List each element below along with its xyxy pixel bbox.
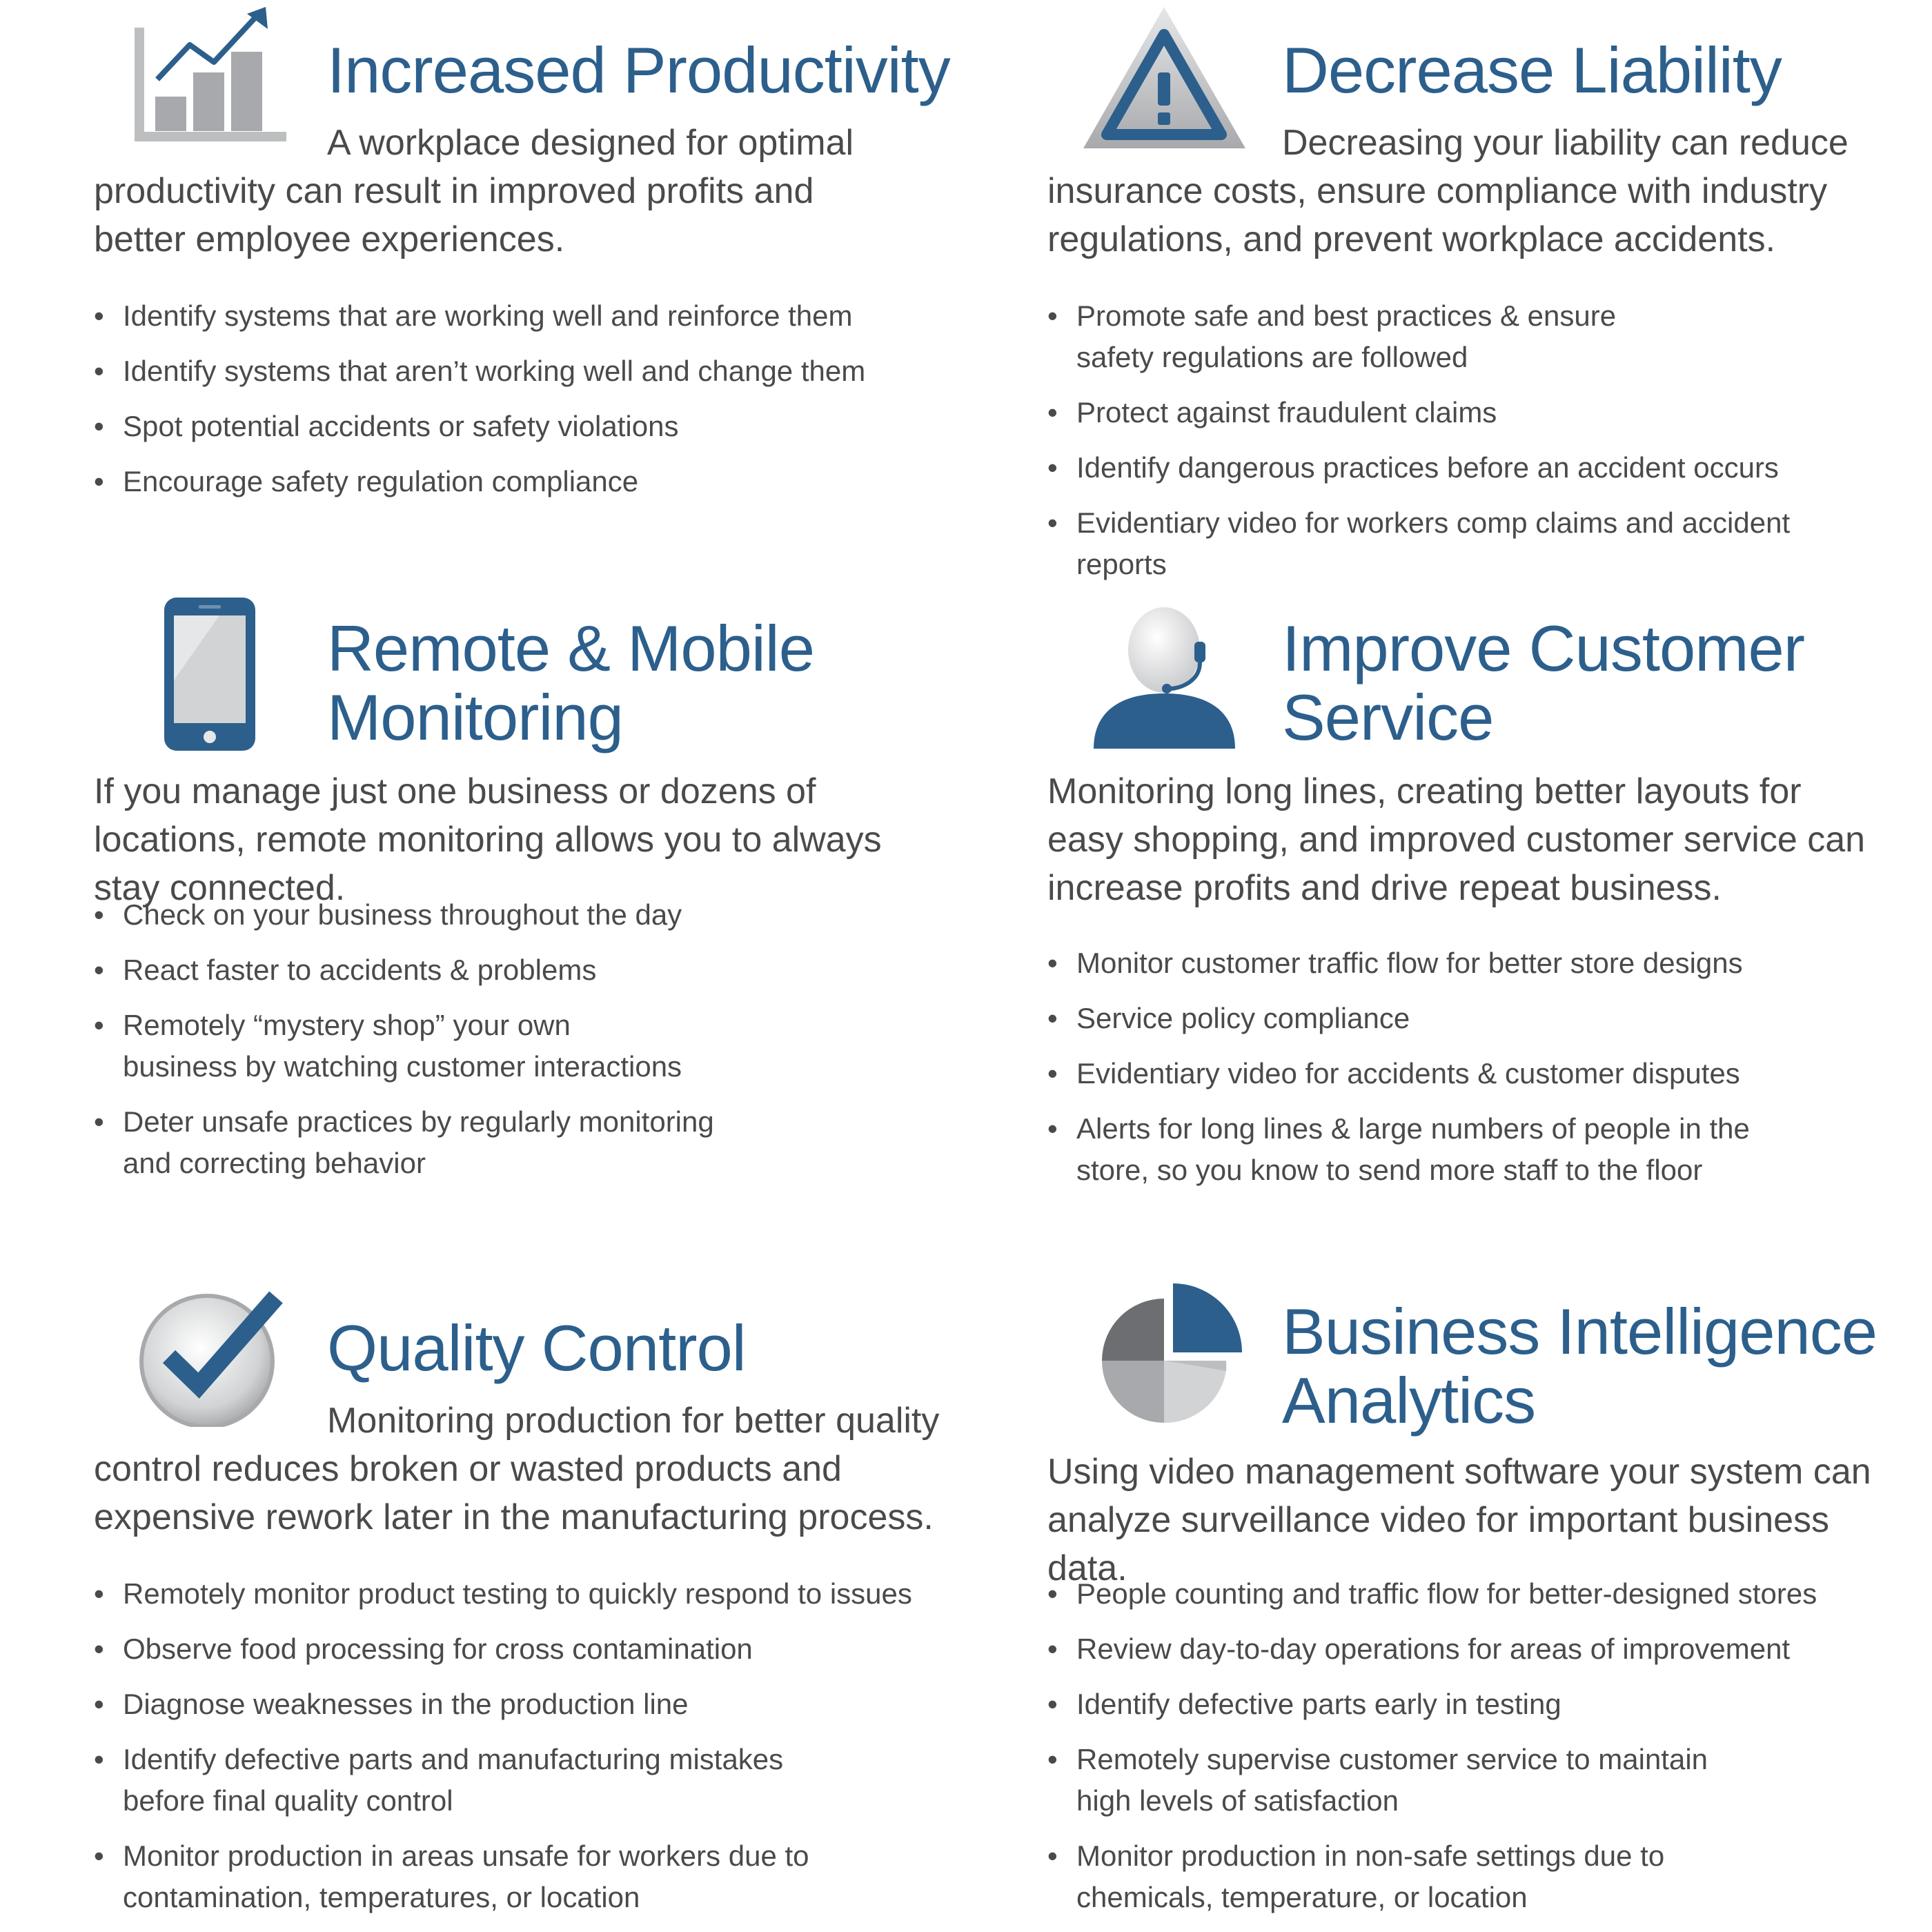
bullet-list bbox=[94, 295, 887, 516]
list-item: • Remotely supervise customer service to maintain high levels of satisfaction bbox=[1047, 1739, 1711, 1822]
bullet-list bbox=[94, 1573, 915, 1932]
list-item: • Diagnose weaknesses in the production line bbox=[94, 1684, 915, 1725]
list-item: • Alerts for long lines & large numbers of people in the store, so you know to send more staff to the floor bbox=[1047, 1108, 1815, 1191]
section-intro: Monitoring long lines, creating better layouts for easy shopping, and improved customer service can increase profits and drive repeat business. bbox=[1047, 771, 1866, 908]
list-item: • Identify dangerous practices before an accident occurs bbox=[1047, 447, 1841, 489]
list-item: • Deter unsafe practices by regularly monitoring and correcting behavior bbox=[94, 1101, 716, 1184]
section-title: Improve Customer Service bbox=[1282, 612, 1805, 753]
list-item: • Protect against fraudulent claims bbox=[1047, 392, 1841, 433]
list-item: • Evidentiary video for workers comp claims and accident reports bbox=[1047, 502, 1841, 585]
section-title: Decrease Liability bbox=[1282, 34, 1782, 106]
list-item: • Remotely monitor product testing to quickly respond to issues bbox=[94, 1573, 915, 1615]
list-item: • React faster to accidents & problems bbox=[94, 949, 887, 991]
pie-chart-icon bbox=[1097, 1283, 1242, 1428]
section-title: Remote & Mobile Monitoring bbox=[327, 612, 814, 753]
list-item: • Identify systems that aren’t working well and change them bbox=[94, 351, 887, 392]
section-intro: Using video management software your system can analyze surveillance video for important business data. bbox=[1047, 1452, 1871, 1588]
section-intro: Decreasing your liability can reduce insurance costs, ensure compliance with industry regulations, and prevent workplace accidents. bbox=[1047, 123, 1849, 259]
section-intro: A workplace designed for optimal productivity can result in improved profits and better employee experiences. bbox=[94, 123, 854, 259]
bullet-list bbox=[1047, 295, 1841, 599]
list-item: • Identify systems that are working well and reinforce them bbox=[94, 295, 887, 337]
list-item: • Review day-to-day operations for areas of improvement bbox=[1047, 1628, 1841, 1670]
list-item: • Promote safe and best practices & ensure safety regulations are followed bbox=[1047, 295, 1684, 378]
section-intro: Monitoring production for better quality control reduces broken or wasted products and expensive rework later in the manufacturing process. bbox=[94, 1401, 940, 1537]
bullet-list bbox=[94, 894, 887, 1198]
list-item: • Identify defective parts and manufacturing mistakes before final quality control bbox=[94, 1739, 868, 1822]
smartphone-icon bbox=[164, 598, 255, 751]
section-title: Quality Control bbox=[327, 1312, 746, 1384]
list-item: • Service policy compliance bbox=[1047, 998, 1841, 1039]
list-item: • Monitor production in non-safe settings due to chemicals, temperature, or location bbox=[1047, 1835, 1808, 1918]
list-item: • Check on your business throughout the day bbox=[94, 894, 887, 936]
list-item: • People counting and traffic flow for better-designed stores bbox=[1047, 1573, 1841, 1615]
list-item: • Remotely “mystery shop” your own business by watching customer interactions bbox=[94, 1005, 689, 1087]
section-title: Business Intelligence Analytics bbox=[1282, 1295, 1877, 1437]
list-item: • Encourage safety regulation compliance bbox=[94, 461, 887, 502]
list-item: • Evidentiary video for accidents & customer disputes bbox=[1047, 1053, 1841, 1094]
list-item: • Spot potential accidents or safety violations bbox=[94, 406, 887, 447]
section-title: Increased Productivity bbox=[327, 34, 950, 106]
list-item: • Observe food processing for cross contamination bbox=[94, 1628, 915, 1670]
list-item: • Monitor customer traffic flow for better store designs bbox=[1047, 943, 1841, 984]
bullet-list bbox=[1047, 943, 1841, 1205]
bullet-list bbox=[1047, 1573, 1841, 1932]
list-item: • Monitor production in areas unsafe for workers due to contamination, temperatures, or location bbox=[94, 1835, 840, 1918]
section-intro: If you manage just one business or dozens of locations, remote monitoring allows you to always stay connected. bbox=[94, 771, 882, 908]
list-item: • Identify defective parts early in testing bbox=[1047, 1684, 1841, 1725]
headset-agent-icon bbox=[1094, 607, 1235, 749]
